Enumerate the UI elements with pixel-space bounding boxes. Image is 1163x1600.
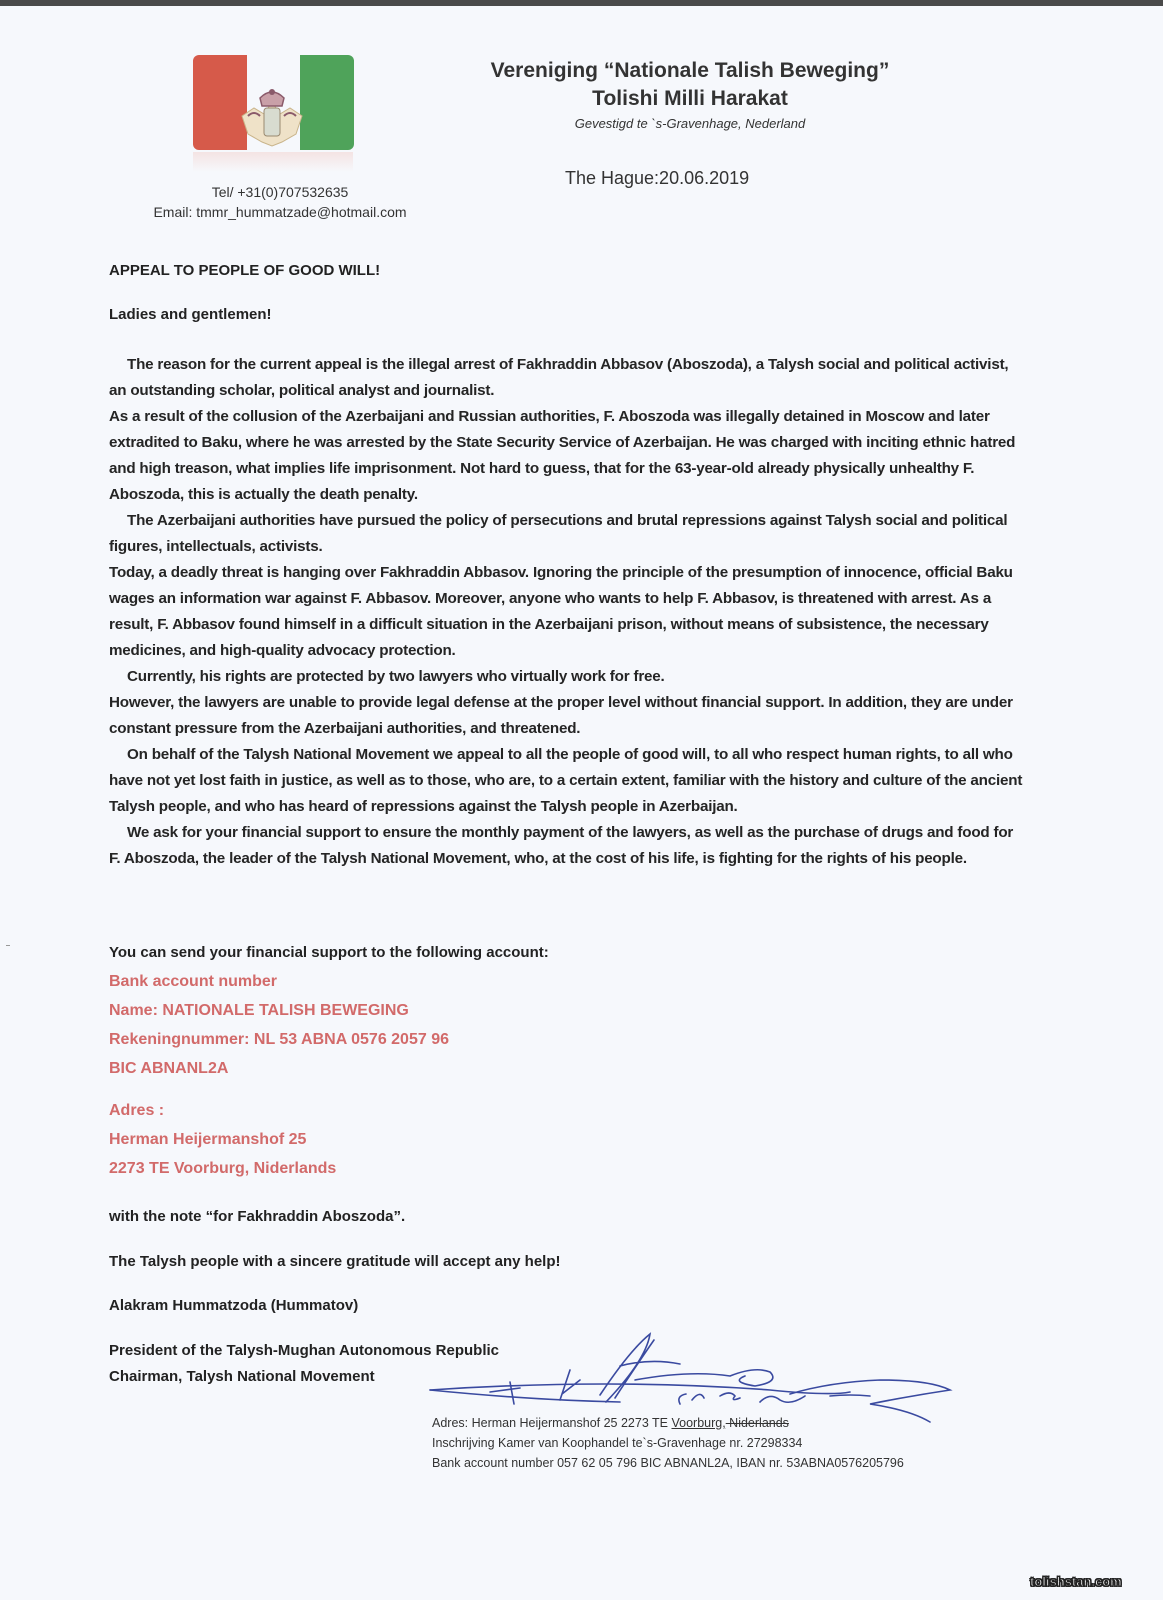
signatory-title-president: President of the Talysh-Mughan Autonomous Republic — [109, 1342, 500, 1359]
footer-bank-line: Bank account number 057 62 05 796 BIC ABNANL2A, IBAN nr. 53ABNA0576205796 — [432, 1456, 904, 1470]
flag-logo — [190, 52, 350, 152]
org-subtitle: Tolishi Milli Harakat — [592, 87, 788, 110]
telephone: Tel/ +31(0)707532635 — [211, 184, 349, 200]
bank-details — [109, 967, 449, 1083]
bank-bic: BIC ABNANL2A — [109, 1060, 229, 1077]
paragraph: On behalf of the Talysh National Movement we appeal to all the people of good will, to all who respect human rights, to all who have not yet lost faith in justice, as well as to those, who are, to a certain extent, familiar with the history and culture of the ancient Talysh people, and who has heard of repressions against the Talysh people in Azerbaijan. — [109, 746, 1023, 815]
letter-title: APPEAL TO PEOPLE OF GOOD WILL! — [109, 262, 381, 279]
paragraph: However, the lawyers are unable to provide legal defense at the proper level without financial support. In addition, they are under constant pressure from the Azerbaijani authorities, and threatened. — [109, 694, 1013, 737]
logo-reflection — [193, 152, 353, 172]
postal-address — [109, 1096, 336, 1183]
paragraph: The Azerbaijani authorities have pursued the policy of persecutions and brutal repressions against Talysh social and political figures, intellectuals, activists. — [109, 512, 1008, 555]
letter-date: The Hague:20.06.2019 — [565, 168, 750, 188]
support-intro: You can send your financial support to the following account: — [109, 944, 549, 961]
scan-mark — [6, 945, 10, 946]
crown-emblem-icon — [234, 82, 310, 148]
footer-address: Adres: Herman Heijermanshof 25 2273 TE Voorburg, Niderlands — [432, 1416, 789, 1430]
paragraph: The reason for the current appeal is the illegal arrest of Fakhraddin Abbasov (Aboszoda), a Talysh social and political activist, an outstanding scholar, political analyst and journalist. — [109, 356, 1009, 399]
org-name: Vereniging “Nationale Talish Beweging” — [490, 59, 890, 82]
site-watermark: tolishstan.com — [1030, 1574, 1122, 1589]
footer-info — [432, 1413, 904, 1473]
address-city: 2273 TE Voorburg, Niderlands — [109, 1160, 337, 1177]
footer-registration: Inschrijving Kamer van Koophandel te`s-Gravenhage nr. 27298334 — [432, 1436, 803, 1450]
address-street: Herman Heijermanshof 25 — [109, 1131, 307, 1148]
signatory-title-chairman: Chairman, Talysh National Movement — [109, 1368, 375, 1385]
letter-body — [109, 352, 1024, 872]
address-heading: Adres : — [109, 1102, 165, 1119]
paragraph: Currently, his rights are protected by two lawyers who virtually work for free. — [127, 668, 665, 685]
bank-account-number: Rekeningnummer: NL 53 ABNA 0576 2057 96 — [109, 1031, 449, 1048]
bank-name: Name: NATIONALE TALISH BEWEGING — [109, 1002, 409, 1019]
signatory-name: Alakram Hummatzoda (Hummatov) — [109, 1297, 359, 1314]
payment-note: with the note “for Fakhraddin Aboszoda”. — [109, 1208, 406, 1225]
org-location: Gevestigd te `s-Gravenhage, Nederland — [574, 116, 806, 131]
paragraph: Today, a deadly threat is hanging over Fakhraddin Abbasov. Ignoring the principle of the presumption of innocence, official Baku wages an information war against F. Abbasov. Moreover, anyone who wants to help F. Abbasov, is threatened with arrest. As a result, F. Abbasov found himself in a difficult situation in the Azerbaijani prison, without means of subsistence, the necessary medicines, and high-quality advocacy protection. — [109, 564, 1013, 659]
gratitude-line: The Talysh people with a sincere gratitude will accept any help! — [109, 1253, 561, 1270]
salutation: Ladies and gentlemen! — [109, 306, 272, 323]
contact-block — [100, 182, 460, 222]
organization-header — [440, 57, 940, 135]
paragraph: We ask for your financial support to ensure the monthly payment of the lawyers, as well as the purchase of drugs and food for F. Aboszoda, the leader of the Talysh National Movement, who, at the cost of his life, is fighting for the rights of his people. — [109, 824, 1014, 867]
email: Email: tmmr_hummatzade@hotmail.com — [153, 204, 407, 220]
bank-heading: Bank account number — [109, 973, 278, 990]
paragraph: As a result of the collusion of the Azerbaijani and Russian authorities, F. Aboszoda was illegally detained in Moscow and later extradited to Baku, where he was arrested by the State Security Service of Azerbaijan. He was charged with inciting ethnic hatred and high treason, what implies life imprisonment. Not hard to guess, that for the 63-year-old already physically unhealthy F. Aboszoda, this is actually the death penalty. — [109, 408, 1016, 503]
